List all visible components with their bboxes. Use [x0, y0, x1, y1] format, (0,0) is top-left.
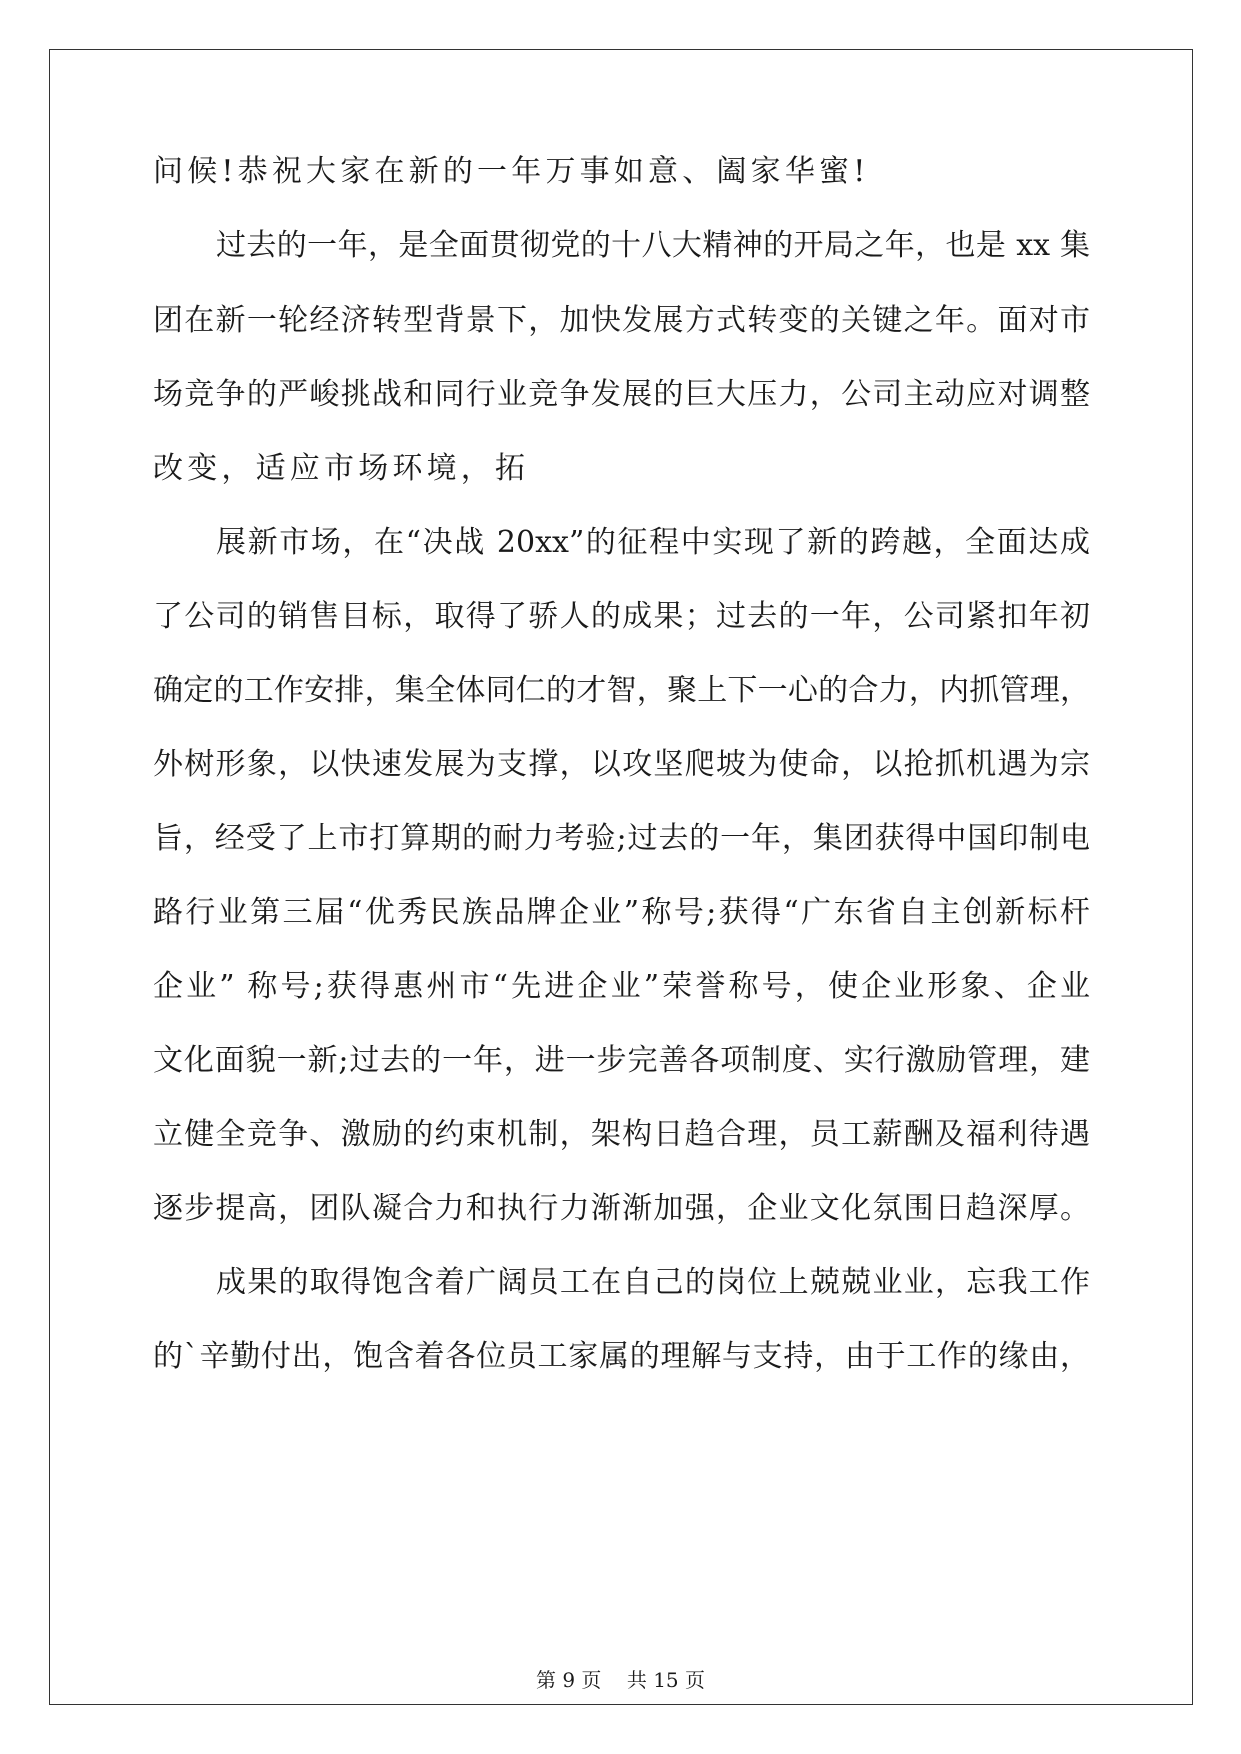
- text-line: 成果的取得饱含着广阔员工在自己的岗位上兢兢业业，忘我工作: [216, 1265, 1090, 1300]
- text-line: 展新市场，在“决战 20xx”的征程中实现了新的跨越，全面达成: [216, 525, 1090, 560]
- text-line: 企业” 称号;获得惠州市“先进企业”荣誉称号，使企业形象、企业: [153, 969, 1090, 1004]
- text-line: 团在新一轮经济转型背景下，加快发展方式转变的关键之年。面对市: [153, 303, 1090, 338]
- text-line: 旨，经受了上市打算期的耐力考验;过去的一年，集团获得中国印制电: [153, 821, 1090, 856]
- text-line: 过去的一年，是全面贯彻党的十八大精神的开局之年，也是 xx 集: [216, 228, 1090, 263]
- text-line: 改变，适应市场环境，拓: [153, 451, 530, 486]
- text-line: 立健全竞争、激励的约束机制，架构日趋合理，员工薪酬及福利待遇: [153, 1117, 1090, 1152]
- text-line: 逐步提高，团队凝合力和执行力渐渐加强，企业文化氛围日趋深厚。: [153, 1191, 1090, 1226]
- text-line: 外树形象，以快速发展为支撑，以攻坚爬坡为使命，以抢抓机遇为宗: [153, 747, 1090, 782]
- text-line: 了公司的销售目标，取得了骄人的成果；过去的一年，公司紧扣年初: [153, 599, 1090, 634]
- page-border: [49, 49, 1193, 1705]
- text-line: 问候!恭祝大家在新的一年万事如意、阖家华蜜!: [153, 154, 870, 189]
- text-line: 确定的工作安排，集全体同仁的才智，聚上下一心的合力，内抓管理，: [153, 673, 1090, 708]
- text-line: 路行业第三届“优秀民族品牌企业”称号;获得“广东省自主创新标杆: [153, 895, 1090, 930]
- page-number-footer: 第 9 页 共 15 页: [535, 1668, 706, 1692]
- text-line: 文化面貌一新;过去的一年，进一步完善各项制度、实行激励管理，建: [153, 1043, 1090, 1078]
- text-line: 场竞争的严峻挑战和同行业竞争发展的巨大压力，公司主动应对调整: [153, 377, 1090, 412]
- text-line: 的`辛勤付出，饱含着各位员工家属的理解与支持，由于工作的缘由，: [153, 1339, 1090, 1374]
